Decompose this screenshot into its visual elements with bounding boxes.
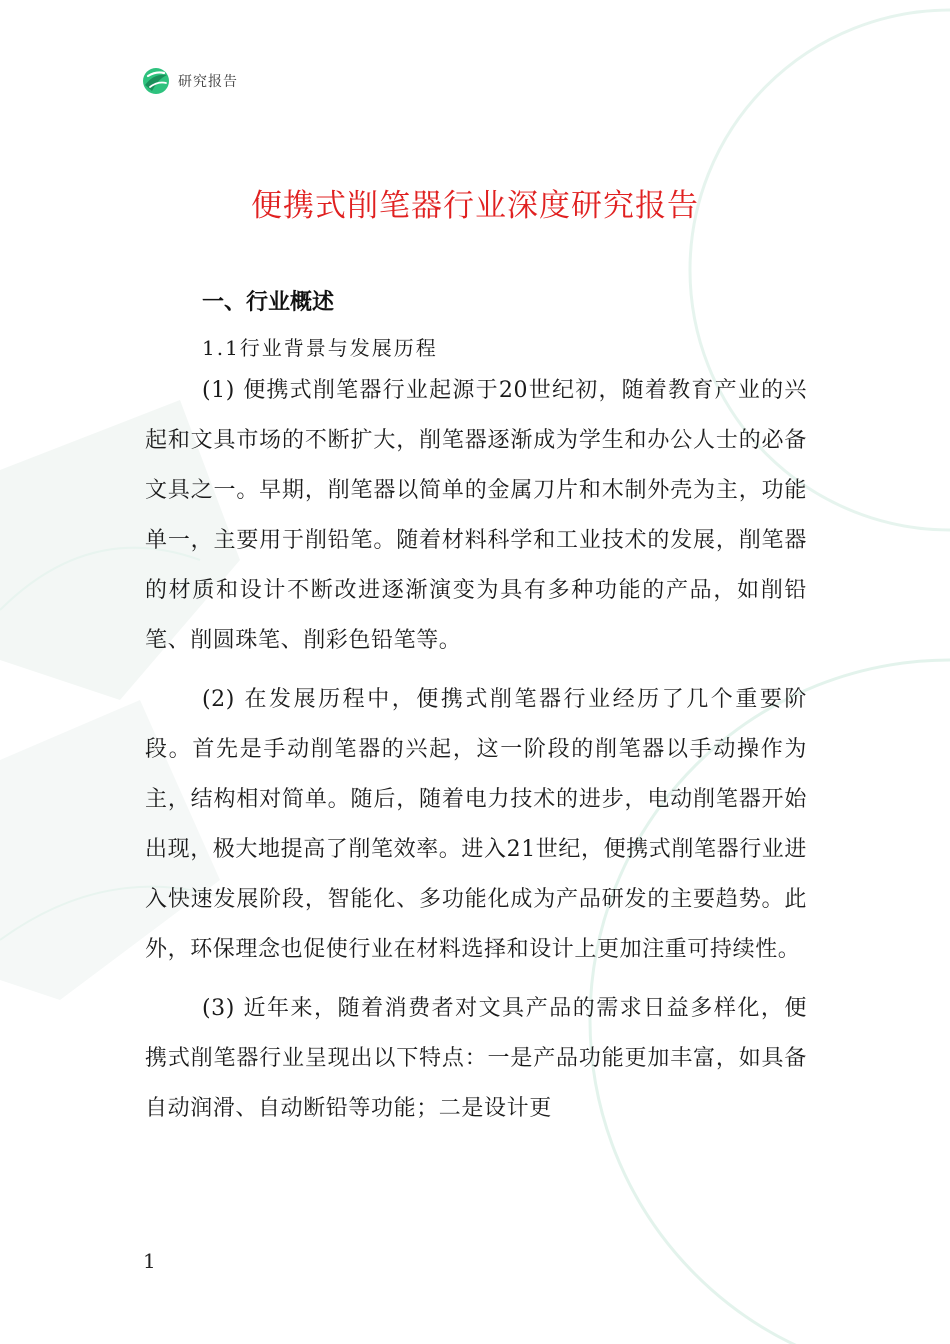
section-heading: 一、行业概述 [202,290,335,315]
document-body [145,282,807,1134]
subsection-heading: 1.1行业背景与发展历程 [202,336,438,360]
page-number: 1 [143,1249,156,1273]
paragraph-3: (3) 近年来，随着消费者对文具产品的需求日益多样化，便携式削笔器行业呈现出以下特点：一是产品功能更加丰富，如具备自动润滑、自动断铅等功能；二是设计更 [145,996,807,1121]
report-header [142,66,238,96]
paragraph-2: (2) 在发展历程中，便携式削笔器行业经历了几个重要阶段。首先是手动削笔器的兴起，这一阶段的削笔器以手动操作为主，结构相对简单。随后，随着电力技术的进步，电动削笔器开始出现，极大地提高了削笔效率。进入21世纪，便携式削笔器行业进入快速发展阶段，智能化、多功能化成为产品研发的主要趋势。此外，环保理念也促使行业在材料选择和设计上更加注重可持续性。 [145,687,807,962]
logo-icon [142,67,170,95]
header-label: 研究报告 [178,74,238,90]
document-title: 便携式削笔器行业深度研究报告 [251,188,699,224]
paragraph-1: (1) 便携式削笔器行业起源于20世纪初，随着教育产业的兴起和文具市场的不断扩大，削笔器逐渐成为学生和办公人士的必备文具之一。早期，削笔器以简单的金属刀片和木制外壳为主，功能单一，主要用于削铅笔。随着材料科学和工业技术的发展，削笔器的材质和设计不断改进逐渐演变为具有多种功能的产品，如削铅笔、削圆珠笔、削彩色铅笔等。 [145,378,807,653]
